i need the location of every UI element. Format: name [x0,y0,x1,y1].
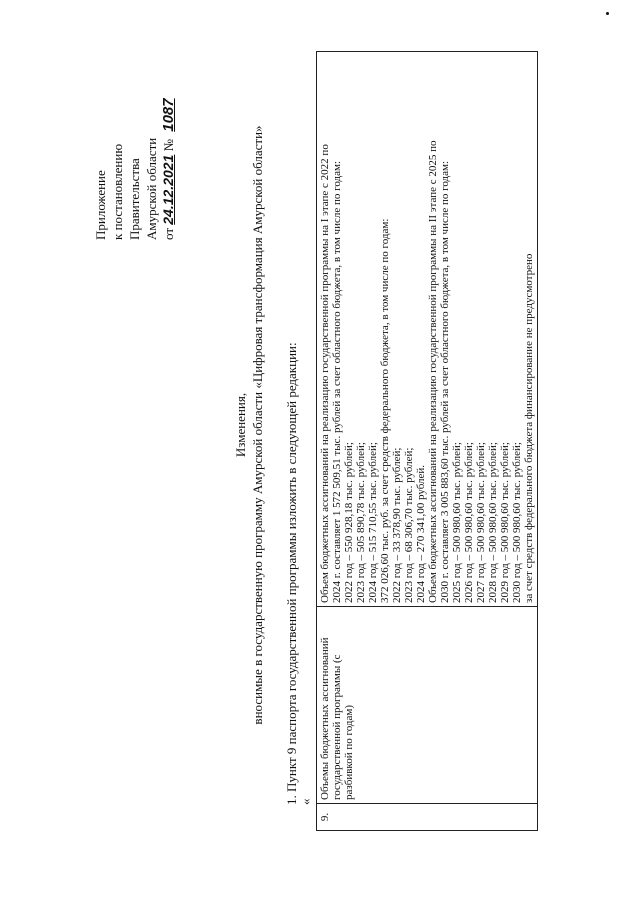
content-line: за счет средств федерального бюджета финансирование не предусмотрено [523,253,535,603]
instruction-paragraph: 1. Пункт 9 паспорта государственной программы изложить в следующей редакции: [284,342,299,805]
content-line: 2025 год – 500 980,60 тыс. рублей; [451,442,463,603]
content-line: 2028 год – 500 980,60 тыс. рублей; [487,442,499,603]
content-line: 2024 год – 270 341,00 рублей. [415,464,427,603]
appendix-line-4: Амурской области [144,137,159,240]
appendix-date-line [160,70,177,240]
content-line: 2030 год – 500 980,60 тыс. рублей; [511,442,523,603]
content-line: 2030 г. составляет 3 005 883,60 тыс. рублей за счет областного бюджета, в том числе по годам: [439,160,451,603]
content-line: Объем бюджетных ассигнований на реализацию государственной программы на II этапе с 2025 по [427,140,439,603]
appendix-line-2: к постановлению [110,143,125,240]
handwritten-number: 1087 [160,98,177,132]
appendix-line-1: Приложение [93,170,108,240]
content-line: 372 026,60 тыс. руб. за счет средств федерального бюджета, в том числе по годам: [379,218,391,603]
content-line: 2022 год – 550 928,18 тыс. рублей; [343,442,355,603]
handwritten-date: 24.12.2021 [160,154,176,225]
content-line: 2023 год – 68 306,70 тыс. рублей; [403,447,415,603]
content-line: 2027 год – 500 980,60 тыс. рублей; [475,442,487,603]
content-line: 2026 год – 500 980,60 тыс. рублей; [463,442,475,603]
document-title [232,45,266,805]
row-number: 9. [317,804,538,831]
opening-quote: « [298,798,313,805]
passport-table [316,51,538,831]
row-label: Объемы бюджетных ассигнований государственной программы (с разбивкой по годам) [317,607,538,804]
appendix-line-3: Правительства [127,158,142,240]
title-line-2: вносимые в государственную программу Амурской области «Цифровая трансформация Амурской области» [250,125,265,725]
content-line: 2023 год – 505 890,78 тыс. рублей; [355,442,367,603]
content-line: 2029 год – 500 980,60 тыс. рублей; [499,442,511,603]
row-content [317,52,538,607]
content-line: 2022 год – 33 378,90 тыс. рублей; [391,447,403,603]
date-prefix: от [161,227,176,240]
number-prefix: № [161,139,176,152]
content-line: Объем бюджетных ассигнований на реализацию государственной программы на I этапе с 2022 по [319,144,331,603]
content-line: 2024 год – 515 710,55 тыс. рублей; [367,442,379,603]
content-line: 2024 г. составляет 1 572 509,51 тыс. рублей за счет областного бюджета, в том числе по годам: [331,160,343,603]
title-line-1: Изменения, [233,392,248,458]
appendix-block [92,70,177,240]
table-row [317,52,538,831]
